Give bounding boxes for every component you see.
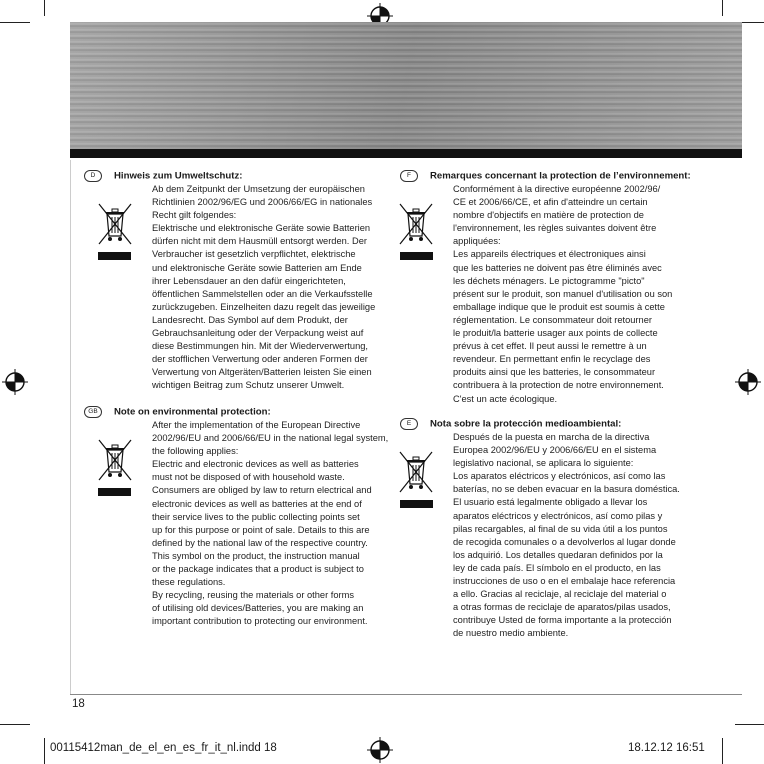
text-line: contribuye Usted de forma importante a la protección <box>453 615 672 626</box>
text-line: or the package indicates that a product is subject to <box>152 564 364 575</box>
text-line: appliquées: <box>453 236 501 247</box>
text-line: a ello. Gracias al reciclaje, al reciclaje del material o <box>453 589 667 600</box>
text-line: C'est un acte écologique. <box>453 393 558 404</box>
text-line: This symbol on the product, the instruction manual <box>152 550 360 561</box>
text-line: pilas recargables, al final de su vida útil a los puntos <box>453 523 668 534</box>
text-line: öffentlichen Sammelstellen oder an die Verkaufsstelle <box>152 288 373 299</box>
text-line: defined by the national law of the respective country. <box>152 537 368 548</box>
page-number: 18 <box>72 698 85 710</box>
footer-datetime: 18.12.12 16:51 <box>628 742 705 754</box>
text-line: réglementation. Le consommateur doit retourner <box>453 314 652 325</box>
crop-mark <box>722 738 723 764</box>
text-line: le produit/la batterie usager aux points de collecte <box>453 328 658 339</box>
text-line: Recht gilt folgendes: <box>152 210 237 221</box>
crop-mark <box>44 738 45 764</box>
header-banner-shade <box>70 22 742 149</box>
text-line: must not be disposed of with household waste. <box>152 472 345 483</box>
crossed-out-bin-icon <box>97 202 133 246</box>
section-body <box>152 183 375 393</box>
text-line: Les appareils électriques et électroniques ainsi <box>453 249 646 260</box>
weee-bar <box>98 488 131 496</box>
text-line: baterías, no se deben evacuar en la basura doméstica. <box>453 484 680 495</box>
text-line: Europea 2002/96/EU y 2006/66/EU en el sistema <box>453 445 657 456</box>
text-line: Verbraucher ist gesetzlich verpflichtet, elektrische <box>152 249 356 260</box>
text-line: revendeur. En permettant enfin le recyclage des <box>453 354 651 365</box>
crossed-out-bin-icon <box>97 438 133 482</box>
text-line: que les batteries ne doivent pas être éliminés avec <box>453 262 662 273</box>
text-line: instrucciones de uso o en el embalaje hace referencia <box>453 576 676 587</box>
crop-mark <box>0 724 30 725</box>
section-heading <box>84 170 242 182</box>
section-body <box>453 431 680 641</box>
text-line: de nuestro medio ambiente. <box>453 628 569 639</box>
text-line: Ab dem Zeitpunkt der Umsetzung der europäischen <box>152 184 365 194</box>
text-line: By recycling, reusing the materials or other forms <box>152 590 355 601</box>
text-line: Consumers are obliged by law to return electrical and <box>152 485 372 496</box>
text-line: El usuario está legalmente obligado a llevar los <box>453 497 648 508</box>
text-line: Después de la puesta en marcha de la directiva <box>453 432 650 442</box>
heading-text: Nota sobre la protección medioambiental: <box>430 418 622 430</box>
registration-mark-icon <box>367 737 393 763</box>
text-line: prévus à cet effet. Il peut aussi le remettre à un <box>453 341 647 352</box>
language-badge: D <box>84 170 102 182</box>
text-line: emballage indique que le produit est soumis à cette <box>453 301 665 312</box>
text-line: ihrer Lebensdauer an den dafür eingerichteten, <box>152 275 346 286</box>
weee-bar <box>98 252 131 260</box>
registration-mark-icon <box>2 369 28 395</box>
text-line: electronic devices as well as batteries at the end of <box>152 498 362 509</box>
text-line: After the implementation of the European Directive <box>152 420 361 430</box>
text-line: der stofflichen Verwertung oder anderen Formen der <box>152 354 368 365</box>
text-line: up for this purpose or point of sale. Details to this are <box>152 524 370 535</box>
text-line: their service lives to the public collecting points set <box>152 511 360 522</box>
crop-mark <box>0 22 30 23</box>
text-line: Gebrauchsanleitung oder der Verpackung weist auf <box>152 328 364 339</box>
text-line: legislativo nacional, se aplicara lo siguiente: <box>453 458 634 469</box>
left-margin-line <box>70 160 71 694</box>
text-line: aparatos eléctricos y electrónicos, así como pilas y <box>453 510 663 521</box>
registration-mark-icon <box>735 369 761 395</box>
section-body <box>453 183 672 406</box>
crop-mark <box>44 0 45 16</box>
footer-filename: 00115412man_de_el_en_es_fr_it_nl.indd 18 <box>50 742 277 754</box>
text-line: nombre d'objectifs en matière de protection de <box>453 210 644 221</box>
text-line: Landesrecht. Das Symbol auf dem Produkt, der <box>152 314 348 325</box>
text-line: zurückzugeben. Einzelheiten dazu regelt das jeweilige <box>152 301 376 312</box>
section-heading <box>400 418 621 430</box>
language-badge: F <box>400 170 418 182</box>
heading-text: Hinweis zum Umweltschutz: <box>114 170 243 182</box>
crop-mark <box>722 0 723 16</box>
section-heading <box>84 406 271 418</box>
language-badge: GB <box>84 406 102 418</box>
text-line: 2002/96/EU and 2006/66/EU in the national legal system, <box>152 433 389 444</box>
text-line: los adquirió. Los detalles quedaran definidos por la <box>453 549 663 560</box>
text-line: Conformément à la directive européenne 2002/96/ <box>453 184 661 194</box>
bottom-rule <box>70 694 742 695</box>
text-line: présent sur le produit, son manuel d'utilisation ou son <box>453 288 673 299</box>
section-body <box>152 419 388 629</box>
weee-bar <box>400 500 433 508</box>
heading-text: Remarques concernant la protection de l’environnement: <box>430 170 691 182</box>
text-line: dürfen nicht mit dem Hausmüll entsorgt werden. Der <box>152 236 367 247</box>
crossed-out-bin-icon <box>398 450 434 494</box>
text-line: contribuera à la protection de notre environnement. <box>453 380 664 391</box>
header-band <box>70 149 742 158</box>
text-line: these regulations. <box>152 577 226 588</box>
section-heading <box>400 170 691 182</box>
crossed-out-bin-icon <box>398 202 434 246</box>
text-line: les déchets ménagers. Le pictogramme "picto" <box>453 275 645 286</box>
text-line: Electric and electronic devices as well as batteries <box>152 459 359 470</box>
text-line: important contribution to protecting our environment. <box>152 616 368 627</box>
text-line: diese Bestimmungen hin. Mit der Wiederverwertung, <box>152 341 368 352</box>
text-line: Verwertung von Altgeräten/Batterien leisten Sie einen <box>152 367 372 378</box>
text-line: wichtigen Beitrag zum Schutz unserer Umwelt. <box>152 380 345 391</box>
text-line: the following applies: <box>152 446 239 457</box>
text-line: produits ainsi que les batteries, le consommateur <box>453 367 656 378</box>
language-badge: E <box>400 418 418 430</box>
text-line: und elektronische Geräte sowie Batterien am Ende <box>152 262 362 273</box>
crop-mark <box>735 724 764 725</box>
text-line: CE et 2006/66/CE, et afin d'atteindre un certain <box>453 197 648 208</box>
text-line: l'environnement, les règles suivantes doivent être <box>453 223 657 234</box>
text-line: Elektrische und elektronische Geräte sowie Batterien <box>152 223 371 234</box>
weee-bar <box>400 252 433 260</box>
text-line: Los aparatos eléctricos y electrónicos, así como las <box>453 471 666 482</box>
text-line: Richtlinien 2002/96/EG und 2006/66/EG in nationales <box>152 197 373 208</box>
text-line: a otras formas de reciclaje de aparatos/pilas usados, <box>453 602 671 613</box>
text-line: de recogida comunales o a devolverlos al lugar donde <box>453 536 676 547</box>
text-line: of utilising old devices/Batteries, you are making an <box>152 603 364 614</box>
text-line: ley de cada país. El símbolo en el producto, en las <box>453 562 661 573</box>
heading-text: Note on environmental protection: <box>114 406 271 418</box>
